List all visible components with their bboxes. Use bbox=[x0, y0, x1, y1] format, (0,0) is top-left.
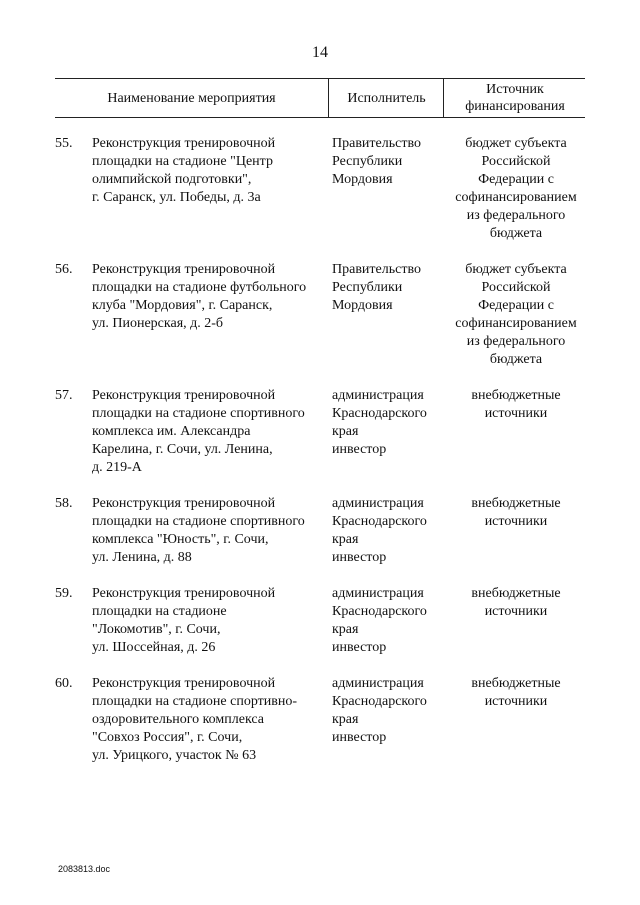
executor-line: инвестор bbox=[332, 640, 387, 655]
funding-source-line: Федерации с bbox=[478, 298, 554, 313]
document-filename: 2083813.doc bbox=[58, 864, 111, 874]
event-name-line: площадки на стадионе спортивно- bbox=[92, 694, 298, 709]
executor-line: Краснодарского bbox=[332, 604, 427, 619]
executor-line: Краснодарского bbox=[332, 406, 427, 421]
executor-line: администрация bbox=[332, 676, 424, 691]
page-number: 14 bbox=[312, 44, 328, 61]
event-name-cell bbox=[92, 495, 332, 567]
executor-line: инвестор bbox=[332, 730, 387, 745]
funding-source-line: источники bbox=[484, 604, 548, 619]
event-name-line: площадки на стадионе спортивного bbox=[92, 406, 305, 421]
event-name-line: олимпийской подготовки", bbox=[92, 172, 252, 187]
executor-line: администрация bbox=[332, 586, 424, 601]
funding-source-cell bbox=[447, 675, 585, 711]
event-name-line: клуба "Мордовия", г. Саранск, bbox=[92, 298, 273, 313]
event-name-line: площадки на стадионе bbox=[92, 604, 227, 619]
funding-source-cell bbox=[447, 261, 585, 369]
executor-line: администрация bbox=[332, 496, 424, 511]
table-header bbox=[55, 78, 585, 118]
funding-source-line: софинансированием bbox=[455, 190, 577, 205]
executor-line: края bbox=[332, 424, 359, 439]
header-funding-line: финансирования bbox=[465, 99, 565, 114]
funding-source-cell bbox=[447, 495, 585, 531]
event-name-line: ул. Шоссейная, д. 26 bbox=[92, 640, 216, 655]
event-name-cell bbox=[92, 675, 332, 765]
event-name-line: оздоровительного комплекса bbox=[92, 712, 265, 727]
event-name-line: комплекса "Юность", г. Сочи, bbox=[92, 532, 269, 547]
event-name-line: д. 219-А bbox=[92, 460, 142, 475]
funding-source-line: источники bbox=[484, 694, 548, 709]
executor-line: Республики bbox=[332, 280, 403, 295]
executor-cell bbox=[332, 675, 447, 747]
executor-line: края bbox=[332, 712, 359, 727]
executor-line: Краснодарского bbox=[332, 514, 427, 529]
funding-source-line: внебюджетные bbox=[471, 586, 561, 601]
funding-source-line: бюджета bbox=[489, 226, 543, 241]
funding-source-line: Федерации с bbox=[478, 172, 554, 187]
executor-cell bbox=[332, 387, 447, 459]
executor-line: инвестор bbox=[332, 442, 387, 457]
header-executor-column: Исполнитель bbox=[328, 79, 444, 117]
event-name-line: "Локомотив", г. Сочи, bbox=[92, 622, 221, 637]
executor-line: края bbox=[332, 622, 359, 637]
row-number: 60. bbox=[55, 676, 73, 691]
event-name-line: Карелина, г. Сочи, ул. Ленина, bbox=[92, 442, 273, 457]
executor-line: администрация bbox=[332, 388, 424, 403]
event-name-line: комплекса им. Александра bbox=[92, 424, 251, 439]
row-number: 58. bbox=[55, 496, 73, 511]
event-name-line: площадки на стадионе спортивного bbox=[92, 514, 305, 529]
event-name-line: ул. Урицкого, участок № 63 bbox=[92, 748, 257, 763]
row-number: 59. bbox=[55, 586, 73, 601]
event-name-line: Реконструкция тренировочной bbox=[92, 496, 276, 511]
executor-line: Правительство bbox=[332, 136, 421, 151]
executor-line: Мордовия bbox=[332, 298, 393, 313]
funding-source-cell bbox=[447, 135, 585, 243]
event-name-cell bbox=[92, 135, 332, 207]
event-name-line: Реконструкция тренировочной bbox=[92, 388, 276, 403]
funding-source-line: софинансированием bbox=[455, 316, 577, 331]
funding-source-line: внебюджетные bbox=[471, 496, 561, 511]
executor-line: инвестор bbox=[332, 550, 387, 565]
funding-source-line: бюджет субъекта bbox=[465, 262, 567, 277]
event-name-line: Реконструкция тренировочной bbox=[92, 586, 276, 601]
row-number: 55. bbox=[55, 136, 73, 151]
executor-line: Республики bbox=[332, 154, 403, 169]
executor-line: Правительство bbox=[332, 262, 421, 277]
event-name-line: площадки на стадионе "Центр bbox=[92, 154, 273, 169]
event-name-cell bbox=[92, 261, 332, 333]
row-number: 57. bbox=[55, 388, 73, 403]
event-name-line: г. Саранск, ул. Победы, д. 3а bbox=[92, 190, 261, 205]
funding-source-cell bbox=[447, 585, 585, 621]
event-name-line: ул. Пионерская, д. 2-б bbox=[92, 316, 224, 331]
executor-cell bbox=[332, 261, 447, 315]
executor-cell bbox=[332, 135, 447, 189]
funding-source-line: Российской bbox=[481, 154, 551, 169]
event-name-line: Реконструкция тренировочной bbox=[92, 136, 276, 151]
event-name-line: площадки на стадионе футбольного bbox=[92, 280, 307, 295]
executor-cell bbox=[332, 495, 447, 567]
funding-source-line: бюджета bbox=[489, 352, 543, 367]
header-name-column: Наименование мероприятия bbox=[107, 90, 276, 106]
event-name-line: ул. Ленина, д. 88 bbox=[92, 550, 192, 565]
funding-source-line: внебюджетные bbox=[471, 388, 561, 403]
event-name-line: "Совхоз Россия", г. Сочи, bbox=[92, 730, 243, 745]
executor-line: Краснодарского bbox=[332, 694, 427, 709]
funding-source-line: бюджет субъекта bbox=[465, 136, 567, 151]
funding-source-line: источники bbox=[484, 406, 548, 421]
event-name-cell bbox=[92, 585, 332, 657]
funding-source-line: из федерального bbox=[466, 208, 566, 223]
row-number: 56. bbox=[55, 262, 73, 277]
funding-source-line: из федерального bbox=[466, 334, 566, 349]
header-funding-column bbox=[443, 79, 586, 117]
executor-line: края bbox=[332, 532, 359, 547]
funding-source-cell bbox=[447, 387, 585, 423]
header-funding-line: Источник bbox=[486, 82, 544, 97]
executor-cell bbox=[332, 585, 447, 657]
funding-source-line: источники bbox=[484, 514, 548, 529]
funding-source-line: Российской bbox=[481, 280, 551, 295]
executor-line: Мордовия bbox=[332, 172, 393, 187]
funding-source-line: внебюджетные bbox=[471, 676, 561, 691]
event-name-line: Реконструкция тренировочной bbox=[92, 262, 276, 277]
event-name-line: Реконструкция тренировочной bbox=[92, 676, 276, 691]
event-name-cell bbox=[92, 387, 332, 477]
